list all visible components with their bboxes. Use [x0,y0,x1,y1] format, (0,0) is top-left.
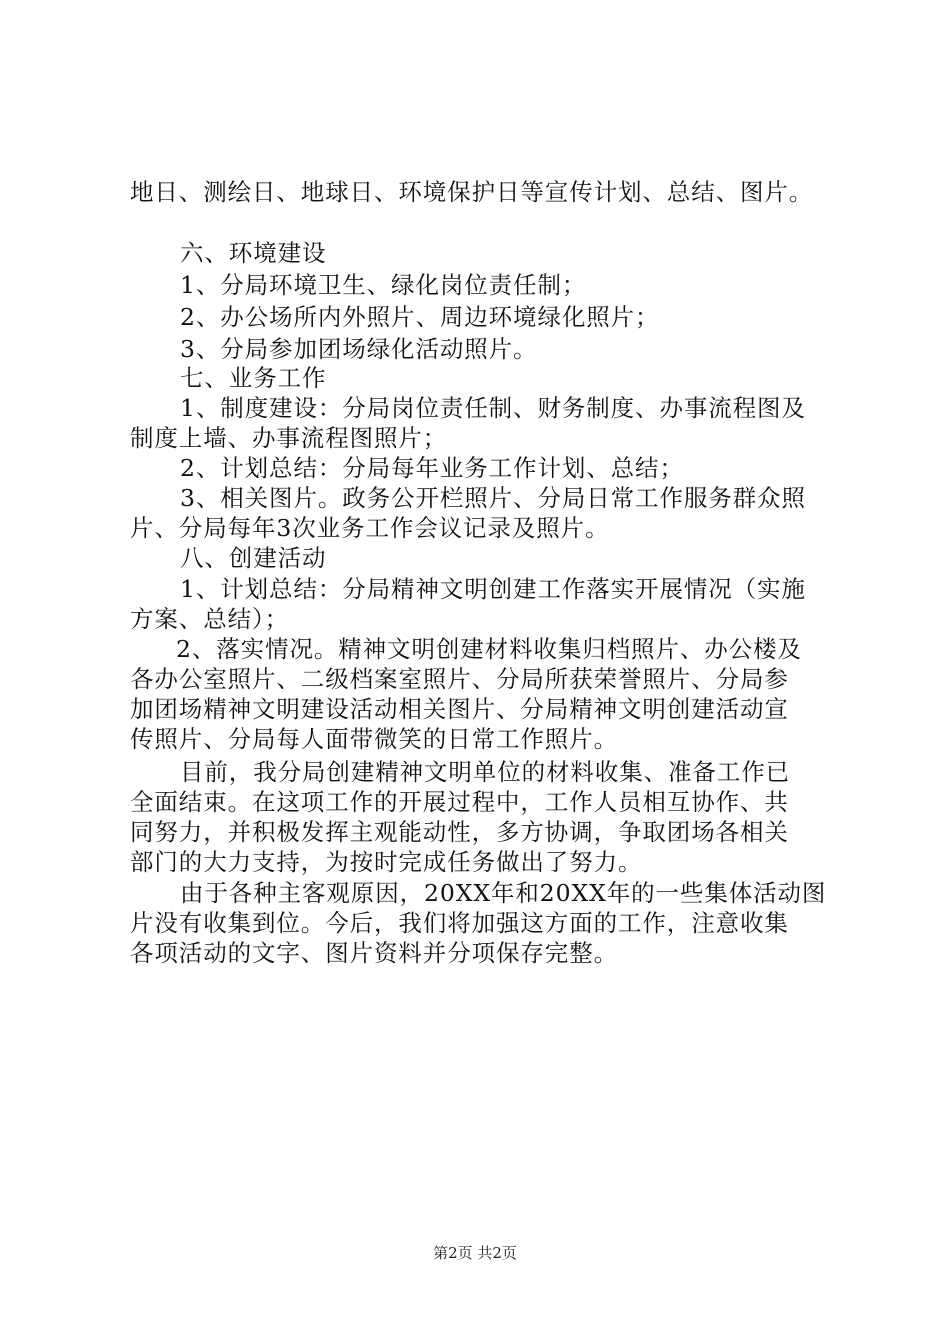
paragraph-line: 目前，我分局创建精神文明单位的材料收集、准备工作已 [180,758,790,786]
section-heading-creation: 八、创建活动 [180,544,327,572]
paragraph-line: 方案、总结）； [130,605,290,633]
paragraph-line: 由于各种主客观原因，20XX年和20XX年的一些集体活动图 [180,879,827,907]
paragraph-line: 2、办公场所内外照片、周边环境绿化照片； [180,303,660,331]
paragraph-line: 片没有收集到位。今后，我们将加强这方面的工作，注意收集 [130,909,789,937]
paragraph-line: 2、落实情况。精神文明创建材料收集归档照片、办公楼及 [176,635,802,663]
paragraph-line: 1、分局环境卫生、绿化岗位责任制； [180,271,587,299]
paragraph-line: 2、计划总结：分局每年业务工作计划、总结； [180,454,684,482]
paragraph-line: 3、分局参加团场绿化活动照片。 [180,335,538,363]
paragraph-line: 部门的大力支持，为按时完成任务做出了努力。 [130,848,643,876]
page-number-footer: 第2页 共2页 [433,1244,517,1262]
section-heading-environment: 六、环境建设 [180,239,327,267]
paragraph-line: 地日、测绘日、地球日、环境保护日等宣传计划、总结、图片。 [130,178,814,206]
paragraph-line: 制度上墙、办事流程图照片； [130,424,448,452]
paragraph-line: 1、制度建设：分局岗位责任制、财务制度、办事流程图及 [180,394,806,422]
paragraph-line: 片、分局每年3次业务工作会议记录及照片。 [130,514,610,542]
section-heading-business: 七、业务工作 [180,364,327,392]
paragraph-line: 同努力，并积极发挥主观能动性，多方协调，争取团场各相关 [130,818,789,846]
paragraph-line: 各办公室照片、二级档案室照片、分局所获荣誉照片、分局参 [130,665,789,693]
paragraph-line: 传照片、分局每人面带微笑的日常工作照片。 [130,725,618,753]
paragraph-line: 各项活动的文字、图片资料并分项保存完整。 [130,939,618,967]
paragraph-line: 加团场精神文明建设活动相关图片、分局精神文明创建活动宣 [130,695,789,723]
paragraph-line: 1、计划总结：分局精神文明创建工作落实开展情况（实施 [180,575,806,603]
paragraph-line: 3、相关图片。政务公开栏照片、分局日常工作服务群众照 [180,484,806,512]
paragraph-line: 全面结束。在这项工作的开展过程中，工作人员相互协作、共 [130,788,789,816]
